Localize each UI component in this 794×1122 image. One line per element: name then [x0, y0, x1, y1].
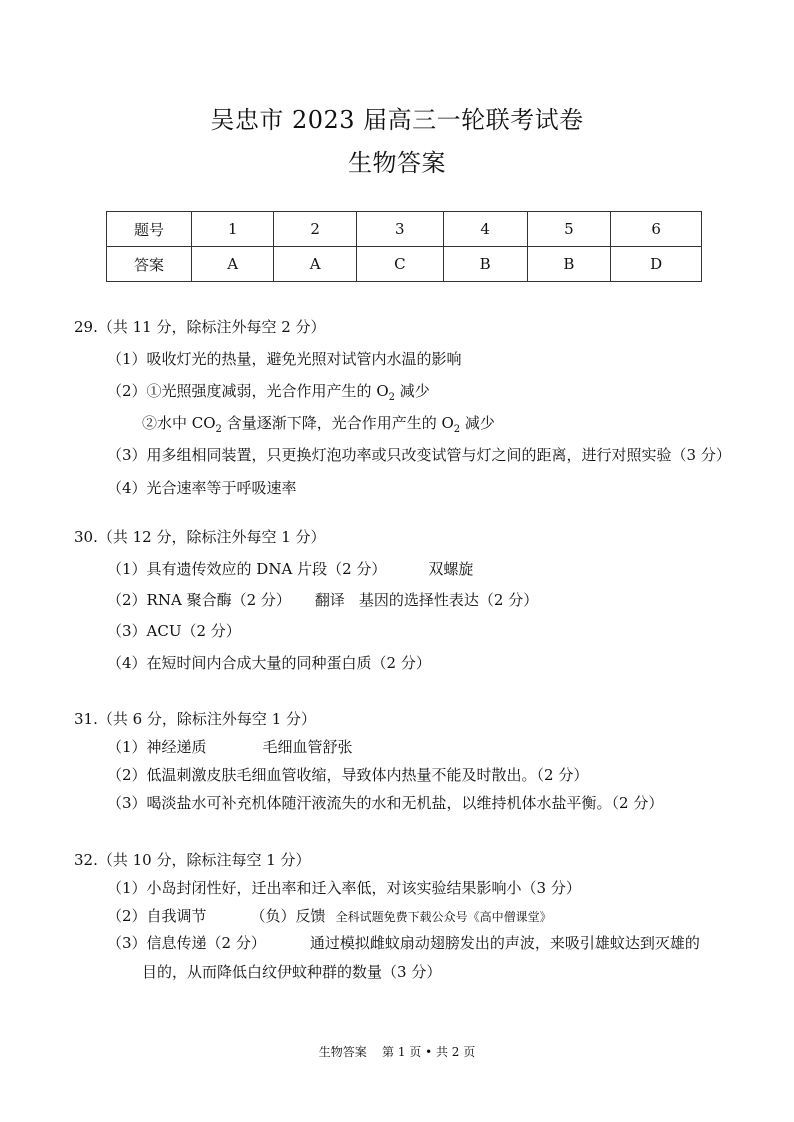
q29-answer-2b [142, 412, 495, 435]
table-cell: 2 [274, 212, 356, 247]
q29-answer-2-tail: 减少 [395, 382, 430, 400]
q29-answer-1: （1）吸收灯光的热量，避免光照对试管内水温的影响 [107, 350, 462, 368]
table-row-answers [107, 247, 702, 282]
table-cell: 3 [356, 212, 443, 247]
table-cell: 1 [192, 212, 274, 247]
table-header-answer: 答案 [107, 247, 192, 282]
q32-answer-3c: 目的，从而降低白纹伊蚊种群的数量（3 分） [142, 963, 442, 981]
table-cell: 5 [527, 212, 611, 247]
answer-subtitle: 生物答案 [348, 149, 446, 177]
table-header-number: 题号 [107, 212, 192, 247]
q32-answer-2 [107, 905, 552, 926]
q30-heading: 30.（共 12 分，除标注外每空 1 分） [74, 528, 326, 546]
subscript: 2 [215, 424, 222, 435]
q30-answer-3: （3）ACU（2 分） [107, 622, 241, 640]
table-cell: D [611, 247, 702, 282]
subscript: 2 [388, 392, 395, 403]
table-cell: B [443, 247, 527, 282]
q29-answer-2-text: （2）①光照强度减弱，光合作用产生的 O [107, 382, 389, 400]
q30-answer-4: （4）在短时间内合成大量的同种蛋白质（2 分） [107, 654, 431, 672]
q29-answer-2b-mid: 含量逐渐下降，光合作用产生的 O [221, 414, 454, 432]
q29-answer-2 [107, 380, 430, 403]
q30-answer-2a: （2）RNA 聚合酶（2 分） [107, 591, 291, 609]
q32-answer-1: （1）小岛封闭性好，迁出率和迁入率低，对该实验结果影响小（3 分） [107, 879, 581, 897]
answer-table [106, 211, 702, 282]
table-cell: A [192, 247, 274, 282]
q32-answer-2b: （负）反馈 [250, 907, 326, 925]
q32-answer-3a: （3）信息传递（2 分） [107, 934, 266, 952]
q31-answer-1a: （1）神经递质 [107, 738, 207, 756]
q29-answer-3: （3）用多组相同装置，只更换灯泡功率或只改变试管与灯之间的距离，进行对照实验（3 分） [107, 446, 731, 464]
q29-answer-2b-text: ②水中 CO [142, 414, 216, 432]
table-cell: C [356, 247, 443, 282]
q29-answer-2b-tail: 减少 [460, 414, 495, 432]
q30-answer-1a: （1）具有遗传效应的 DNA 片段（2 分） [107, 560, 387, 578]
q30-answer-1 [107, 558, 473, 579]
table-cell: A [274, 247, 356, 282]
q29-answer-4: （4）光合速率等于呼吸速率 [107, 479, 297, 497]
table-cell: 4 [443, 212, 527, 247]
q32-answer-2-note: 全科试题免费下载公众号《高中僧课堂》 [335, 910, 552, 924]
table-cell: B [527, 247, 611, 282]
q30-answer-2 [107, 589, 538, 610]
q32-answer-3b: 通过模拟雌蚊扇动翅膀发出的声波，来吸引雄蚊达到灭雄的 [309, 934, 700, 952]
page-footer: 生物答案 第 1 页 • 共 2 页 [318, 1045, 476, 1059]
q31-answer-3: （3）喝淡盐水可补充机体随汗液流失的水和无机盐，以维持机体水盐平衡。（2 分） [107, 794, 664, 812]
q31-answer-2: （2）低温刺激皮肤毛细血管收缩，导致体内热量不能及时散出。（2 分） [107, 766, 589, 784]
q32-answer-3 [107, 932, 700, 953]
q31-answer-1b: 毛细血管舒张 [262, 738, 353, 756]
q31-answer-1 [107, 736, 353, 757]
q30-answer-2c: 基因的选择性表达（2 分） [358, 591, 539, 609]
table-cell: 6 [611, 212, 702, 247]
table-row-numbers [107, 212, 702, 247]
q31-heading: 31.（共 6 分，除标注外每空 1 分） [74, 710, 317, 728]
q30-answer-1b: 双螺旋 [428, 560, 474, 578]
q30-answer-2b: 翻译 [314, 591, 345, 609]
q29-heading: 29.（共 11 分，除标注外每空 2 分） [74, 318, 326, 336]
subscript: 2 [453, 424, 461, 435]
q32-heading: 32.（共 10 分，除标注每空 1 分） [74, 851, 311, 869]
exam-title: 吴忠市 2023 届高三一轮联考试卷 [210, 106, 584, 134]
q32-answer-2a: （2）自我调节 [107, 907, 207, 925]
